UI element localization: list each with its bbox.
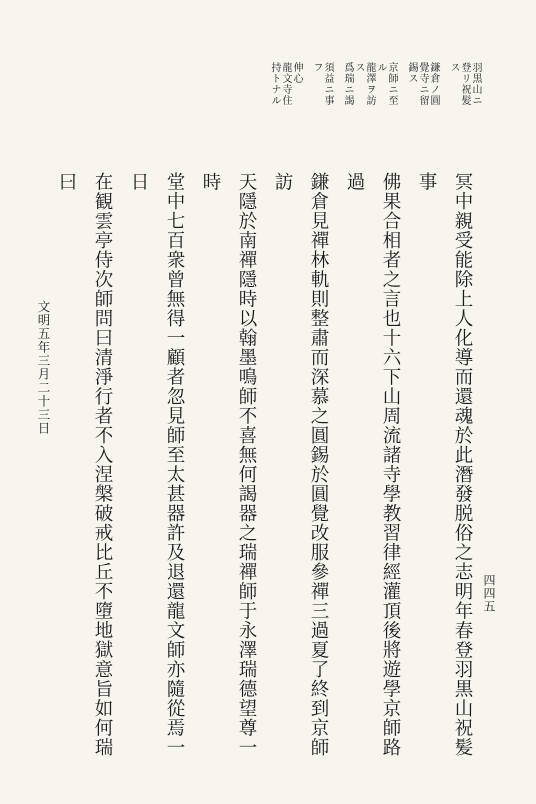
note-line: ル bbox=[375, 62, 386, 73]
note-line: ス bbox=[448, 62, 459, 73]
text-line bbox=[120, 172, 192, 772]
text-run: 冥中親受能除上人化導而還魂於此潛發脱俗之志明年春登羽黒山祝髪事 bbox=[416, 172, 473, 757]
note-line: 鎌倉ノ圓 bbox=[428, 62, 439, 106]
margin-note bbox=[342, 62, 396, 132]
body-text bbox=[50, 172, 480, 772]
text-line bbox=[50, 172, 120, 772]
margin-notes bbox=[50, 62, 480, 132]
text-line bbox=[408, 172, 480, 772]
note-line: 覺寺ニ留 bbox=[417, 62, 428, 106]
note-line: 錫ス bbox=[406, 62, 417, 84]
note-line: 龍文寺住 bbox=[280, 62, 291, 106]
text-run: 鎌倉見禪林軌則整肅而深慕之圓錫於圓覺改服參禪三過夏了終到京師訪 bbox=[272, 172, 329, 757]
text-line bbox=[336, 172, 408, 772]
note-line: 登リ祝髪 bbox=[459, 62, 470, 106]
note-line: 伸心 bbox=[291, 62, 302, 84]
margin-note bbox=[406, 62, 438, 132]
note-line: 爲瑞ニ謁 bbox=[342, 62, 353, 106]
margin-note bbox=[311, 62, 332, 132]
note-line: 持トナル bbox=[269, 62, 280, 106]
note-line: ス bbox=[353, 62, 364, 73]
text-line bbox=[192, 172, 264, 772]
date-line: 文明五年三月二十三日 bbox=[36, 300, 51, 435]
note-line: 龍澤ヲ訪 bbox=[364, 62, 375, 106]
text-run: 天隱於南禪隱時以翰墨鳴師不喜無何謁器之瑞禪師于永澤瑞德望尊一時 bbox=[200, 172, 257, 757]
text-run: 在観雲亭侍次師問曰清淨行者不入涅槃破戒比丘不墮地獄意旨如何瑞曰 bbox=[56, 172, 113, 757]
text-run: 佛果合相者之言也十六下山周流諸寺學教習律經灌頂後將遊學京師路過 bbox=[344, 172, 401, 757]
note-line: 羽黒山ニ bbox=[470, 62, 481, 106]
margin-note bbox=[269, 62, 301, 132]
note-line: 須益ニ事 bbox=[322, 62, 333, 106]
text-run: 堂中七百衆曾無得一顧者忽見師至太甚器許及退還龍文師亦隨從焉一日 bbox=[128, 172, 185, 757]
page-number: 四四五 bbox=[482, 574, 496, 613]
note-line: 京師ニ至 bbox=[386, 62, 397, 106]
margin-note bbox=[448, 62, 480, 132]
text-line bbox=[264, 172, 336, 772]
note-line: フ bbox=[311, 62, 322, 73]
